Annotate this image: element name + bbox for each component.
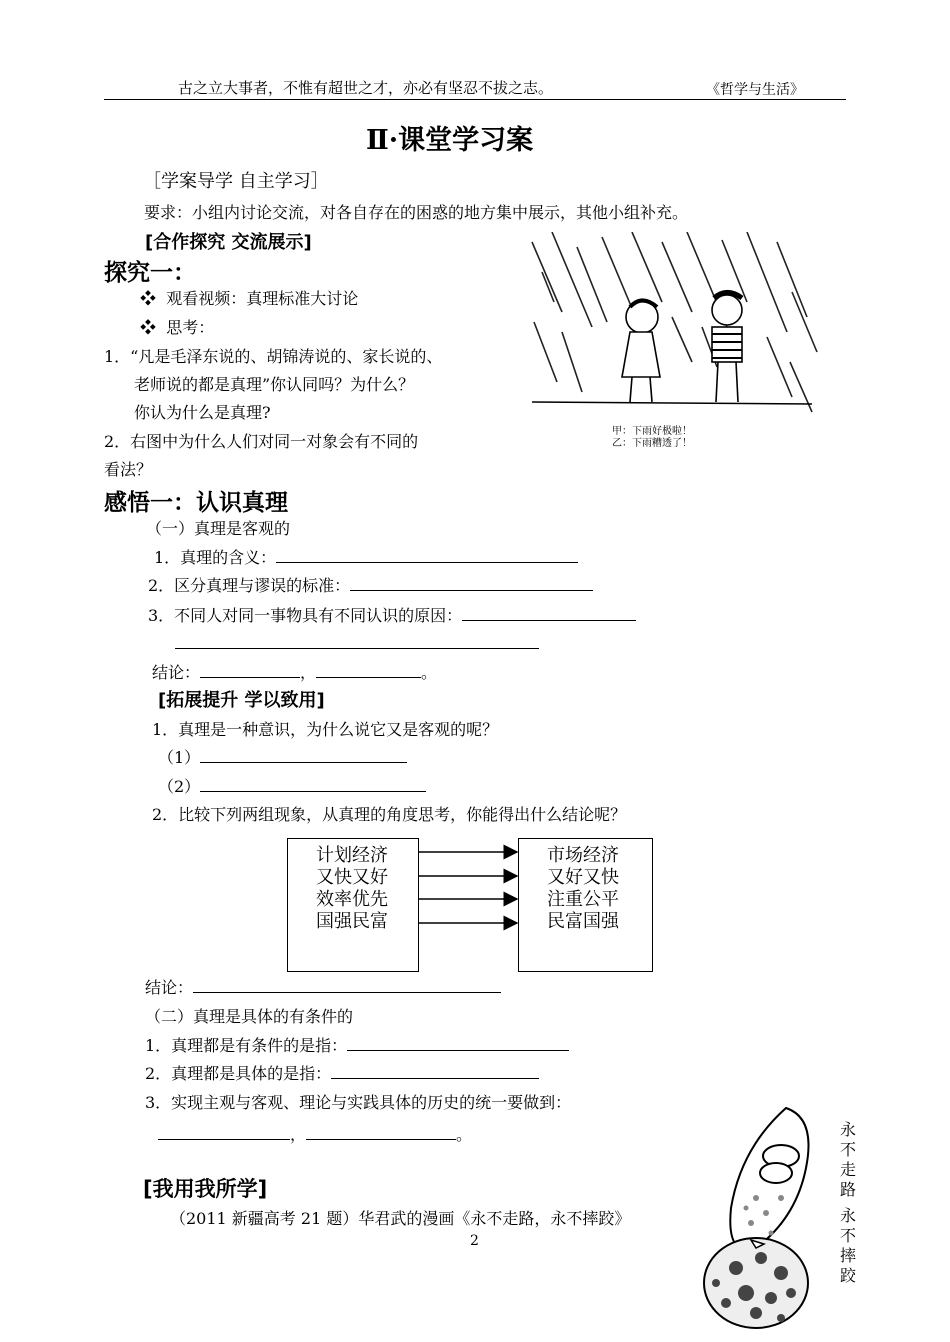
conclusion-label: 结论： — [145, 978, 194, 997]
left-box-line: 又快又好 — [316, 867, 388, 888]
insight-item3-label: 3．不同人对同一事物具有不同认识的原因： — [148, 606, 463, 625]
cartoon-caption-2: 乙：下雨糟透了！ — [612, 438, 692, 449]
question-1-line3: 你认为什么是真理? — [134, 403, 271, 422]
answer-blank[interactable] — [331, 1062, 539, 1079]
sub2-item2-label: 2．真理都是具体的是指： — [145, 1064, 332, 1083]
sub2-item3: 3．实现主观与客观、理论与实践具体的历史的统一要做到： — [145, 1093, 572, 1112]
right-box-line: 市场经济 — [547, 845, 619, 866]
extend-conclusion — [145, 975, 501, 998]
sub2-item2 — [145, 1061, 539, 1084]
question-1-line2: 老师说的都是真理”你认同吗？为什么？ — [134, 375, 415, 394]
answer-blank[interactable] — [276, 546, 578, 563]
answer-blank[interactable] — [306, 1123, 456, 1140]
insight-item1 — [154, 545, 578, 568]
left-box — [287, 838, 419, 972]
apply-heading: [我用我所学] — [143, 1177, 268, 1201]
cartoon-char: 永 — [840, 1206, 857, 1225]
answer-blank[interactable] — [158, 1123, 290, 1140]
extend-a1 — [158, 745, 407, 768]
cartoon-caption-1: 甲：下雨好极啦！ — [612, 426, 692, 437]
insight-conclusion: 结论： ， 。 — [152, 663, 438, 682]
sub2-item1 — [145, 1033, 569, 1056]
question-2-line2: 看法？ — [104, 460, 153, 479]
question-1-line1: 1．“凡是毛泽东说的、胡锦涛说的、家长说的、 — [104, 347, 443, 366]
right-box-line: 又好又快 — [547, 867, 619, 888]
page-number: 2 — [470, 1233, 479, 1249]
insight-item2 — [148, 573, 593, 596]
answer-blank-continuation[interactable] — [175, 632, 539, 649]
rain-cartoon-image — [522, 232, 820, 420]
diamond-bullet-icon: ❖ — [140, 289, 157, 308]
apply-text: （2011 新疆高考 21 题）华君武的漫画《永不走路，永不摔跤》 — [170, 1209, 631, 1228]
bullet-video — [140, 286, 358, 309]
guide-requirement: 要求：小组内讨论交流，对各自存在的困惑的地方集中展示，其他小组补充。 — [144, 203, 689, 222]
a2-label: （2） — [158, 777, 201, 796]
bullet-think — [140, 315, 214, 338]
right-box-line: 民富国强 — [547, 911, 619, 932]
extend-q2: 2．比较下列两组现象，从真理的角度思考，你能得出什么结论呢？ — [152, 805, 627, 824]
a1-label: （1） — [158, 748, 201, 767]
coop-heading: [合作探究 交流展示] — [145, 232, 312, 253]
left-box-line: 国强民富 — [316, 911, 388, 932]
answer-blank[interactable] — [193, 976, 501, 993]
insight-heading: 感悟一：认识真理 — [104, 490, 288, 516]
cartoon-char: 永 — [840, 1120, 857, 1139]
cartoon-char: 走 — [840, 1160, 857, 1179]
answer-blank[interactable] — [200, 775, 426, 792]
balloon-cartoon-text — [840, 1120, 866, 1286]
answer-blank[interactable] — [316, 661, 421, 678]
extend-a2 — [158, 774, 426, 797]
balloon-cartoon-image — [686, 1098, 836, 1334]
answer-blank[interactable] — [200, 661, 300, 678]
comparison-arrows — [417, 838, 520, 948]
insight-item1-label: 1．真理的含义： — [154, 548, 277, 567]
insight-item2-label: 2．区分真理与谬误的标准： — [148, 576, 351, 595]
cartoon-char: 路 — [840, 1180, 857, 1199]
answer-blank[interactable] — [347, 1034, 569, 1051]
extend-heading: [拓展提升 学以致用] — [158, 690, 325, 711]
extend-q1: 1．真理是一种意识，为什么说它又是客观的呢？ — [152, 720, 499, 739]
sub2-heading: （二）真理是具体的有条件的 — [145, 1007, 354, 1026]
page-title: Ⅱ·课堂学习案 — [366, 125, 534, 156]
sub2-item3-answers — [158, 1122, 472, 1145]
period: 。 — [456, 1125, 473, 1144]
right-box — [518, 838, 653, 972]
header-motto: 古之立大事者，不惟有超世之才，亦必有坚忍不拔之志。 — [178, 79, 554, 97]
cartoon-char: 跤 — [840, 1266, 857, 1285]
conclusion-label: 结论： — [152, 663, 201, 682]
cartoon-char: 摔 — [840, 1246, 857, 1265]
answer-blank[interactable] — [200, 746, 407, 763]
header-rule — [104, 99, 846, 100]
guide-heading: ［学案导学 自主学习］ — [143, 171, 329, 192]
balloon-cartoon — [686, 1098, 876, 1334]
answer-blank[interactable] — [462, 604, 636, 621]
insight-sub1: （一）真理是客观的 — [146, 519, 291, 538]
explore-title: 探究一： — [104, 260, 196, 286]
cartoon-char: 不 — [840, 1140, 857, 1159]
diamond-bullet-icon: ❖ — [140, 318, 157, 337]
left-box-line: 计划经济 — [316, 845, 388, 866]
comma: ， — [290, 1125, 307, 1144]
conclusion-end: 。 — [421, 663, 438, 682]
sub2-item1-label: 1．真理都是有条件的是指： — [145, 1036, 348, 1055]
bullet-video-text: 观看视频：真理标准大讨论 — [166, 289, 359, 308]
question-2-line1: 2．右图中为什么人们对同一对象会有不同的 — [104, 432, 419, 451]
left-box-line: 效率优先 — [316, 889, 388, 910]
bullet-think-text: 思考： — [166, 318, 215, 337]
answer-blank[interactable] — [350, 574, 593, 591]
insight-item3 — [148, 603, 636, 626]
cartoon-char: 不 — [840, 1226, 857, 1245]
header-book: 《哲学与生活》 — [706, 82, 804, 98]
right-box-line: 注重公平 — [547, 889, 619, 910]
rain-cartoon — [522, 232, 820, 447]
